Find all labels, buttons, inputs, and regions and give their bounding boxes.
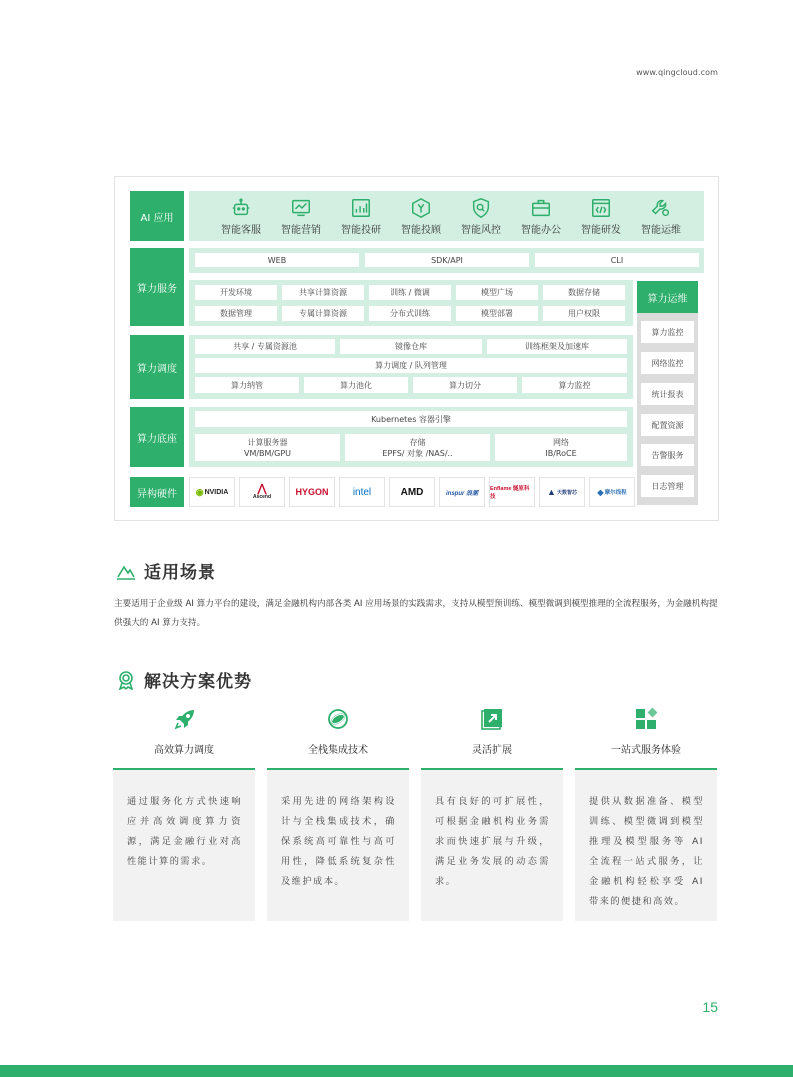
app-label: 智能营销 — [281, 225, 321, 236]
ops-item: 日志管理 — [641, 475, 694, 497]
vendor-logo-nvidia: ◉ NVIDIA — [189, 477, 235, 507]
service-item: 数据管理 — [195, 306, 277, 321]
vendor-logo-amd: AMD — [389, 477, 435, 507]
service-item: 模型广场 — [456, 285, 538, 300]
schedule-item: 算力纳管 — [195, 377, 299, 393]
rocket-icon — [173, 707, 197, 731]
footer-bar — [0, 1065, 793, 1077]
bar-chart-icon — [350, 197, 372, 219]
search-shield-icon — [470, 197, 492, 219]
vendor-logo-inspur: inspur 浪潮 — [439, 477, 485, 507]
ops-item: 算力监控 — [641, 321, 694, 343]
schedule-item: 训练框架及加速库 — [487, 339, 627, 354]
app-item — [391, 197, 451, 236]
kubernetes-engine: Kubernetes 容器引擎 — [195, 411, 627, 427]
base-sub: IB/RoCE — [545, 448, 577, 458]
advantage-title: 高效算力调度 — [154, 745, 214, 756]
schedule-item: 算力监控 — [522, 377, 627, 393]
app-label: 智能办公 — [521, 225, 561, 236]
service-item: 用户权限 — [543, 306, 625, 321]
base-title: 网络 — [553, 437, 569, 447]
base-network — [495, 434, 627, 461]
service-band — [189, 280, 633, 326]
app-label: 智能风控 — [461, 225, 501, 236]
code-window-icon — [590, 197, 612, 219]
trend-chart-icon — [290, 197, 312, 219]
vendor-logo-moore-threads: ◆ 摩尔线程 — [589, 477, 635, 507]
interface-cli: CLI — [535, 253, 699, 267]
row-label-compute-schedule: 算力调度 — [130, 335, 184, 399]
app-item — [571, 197, 631, 236]
vendor-name: 天数智芯 — [556, 489, 577, 496]
vendor-strip — [189, 477, 631, 507]
interface-sdk-api: SDK/API — [365, 253, 529, 267]
mountain-icon — [116, 562, 136, 580]
service-item: 训练 / 微调 — [369, 285, 451, 300]
service-item: 分布式训练 — [369, 306, 451, 321]
advantage-title: 灵活扩展 — [472, 745, 512, 756]
app-item — [451, 197, 511, 236]
service-item: 数据存储 — [543, 285, 625, 300]
app-label: 智能运维 — [641, 225, 681, 236]
app-item — [331, 197, 391, 236]
schedule-item: 算力切分 — [413, 377, 517, 393]
briefcase-icon — [530, 197, 552, 219]
row-label-ai-app: AI 应用 — [130, 191, 184, 241]
robot-icon — [230, 197, 252, 219]
row-label-heterogeneous-hw: 异构硬件 — [130, 477, 184, 507]
base-sub: VM/BM/GPU — [243, 448, 292, 458]
schedule-band — [189, 335, 633, 399]
base-compute — [195, 434, 340, 461]
interface-web: WEB — [195, 253, 359, 267]
service-item: 开发环境 — [195, 285, 277, 300]
app-item — [631, 197, 691, 236]
architecture-diagram — [114, 176, 719, 521]
schedule-item: 镜像仓库 — [340, 339, 482, 354]
base-sub: EPFS/ 对象 /NAS/.. — [382, 448, 453, 458]
service-item: 专属计算资源 — [282, 306, 364, 321]
schedule-item: 算力池化 — [304, 377, 408, 393]
advantage-title: 一站式服务体验 — [611, 745, 681, 756]
ops-header: 算力运维 — [637, 281, 698, 313]
app-label: 智能投研 — [341, 225, 381, 236]
service-item: 共享计算资源 — [282, 285, 364, 300]
base-title: 存储 — [409, 437, 426, 447]
vendor-logo-intel: intel — [339, 477, 385, 507]
app-item — [211, 197, 271, 236]
app-label: 智能研发 — [581, 225, 621, 236]
scenarios-title: 适用场景 — [144, 563, 216, 583]
schedule-queue: 算力调度 / 队列管理 — [195, 358, 627, 373]
app-label: 智能客服 — [221, 225, 261, 236]
layers-icon — [326, 707, 350, 731]
ops-item: 告警服务 — [641, 444, 694, 466]
interface-band — [189, 248, 704, 273]
scenarios-heading — [116, 558, 216, 583]
app-item — [271, 197, 331, 236]
yen-hexagon-icon — [410, 197, 432, 219]
advantage-card-text: 通过服务化方式快速响应并高效调度算力资源，满足金融行业对高性能计算的需求。 — [113, 770, 255, 921]
row-label-compute-base: 算力底座 — [130, 407, 184, 467]
advantage-title: 全栈集成技术 — [308, 745, 368, 756]
award-icon — [116, 670, 136, 690]
schedule-item: 共享 / 专属资源池 — [195, 339, 335, 354]
ops-column — [637, 313, 698, 505]
vendor-name: NVIDIA — [204, 488, 229, 496]
vendor-logo-ascend: ⋀ Ascend — [239, 477, 285, 507]
ops-item: 配置资源 — [641, 414, 694, 436]
blocks-icon — [634, 707, 658, 731]
advantages-heading — [116, 667, 252, 692]
advantages-title: 解决方案优势 — [144, 672, 252, 692]
advantage-card-text: 采用先进的网络架构设计与全栈集成技术，确保系统高可靠性与高可用性，降低系统复杂性及维护成本。 — [267, 770, 409, 921]
expand-arrow-icon — [480, 707, 504, 731]
ops-item: 网络监控 — [641, 352, 694, 374]
page-number: 15 — [702, 999, 718, 1015]
wrench-gear-icon — [650, 197, 672, 219]
vendor-logo-iluvatar: ▲ 天数智芯 — [539, 477, 585, 507]
advantage-card-text: 具有良好的可扩展性，可根据金融机构业务需求而快速扩展与升级，满足业务发展的动态需求。 — [421, 770, 563, 921]
base-title: 计算服务器 — [247, 437, 288, 447]
app-label: 智能投顾 — [401, 225, 441, 236]
app-item — [511, 197, 571, 236]
site-url[interactable]: www.qingcloud.com — [636, 68, 718, 77]
vendor-name: Ascend — [252, 494, 272, 500]
service-item: 模型部署 — [456, 306, 538, 321]
advantage-card-text: 提供从数据准备、模型训练、模型微调到模型推理及模型服务等 AI 全流程一站式服务，让金融机构轻松享受 AI 带来的便捷和高效。 — [575, 770, 717, 921]
vendor-logo-hygon: HYGON — [289, 477, 335, 507]
ai-app-band — [189, 191, 704, 241]
row-label-compute-service: 算力服务 — [130, 248, 184, 326]
vendor-logo-enflame: Enflame 燧原科技 — [489, 477, 535, 507]
vendor-name: 摩尔线程 — [604, 490, 627, 496]
base-storage — [345, 434, 490, 461]
base-band — [189, 407, 633, 467]
ops-item: 统计报表 — [641, 383, 694, 405]
scenarios-text: 主要适用于企业级 AI 算力平台的建设，满足金融机构内部各类 AI 应用场景的实践需求，支持从模型预训练、模型微调到模型推理的全流程服务，为金融机构提供强大的 AI 算力支持。 — [114, 599, 718, 628]
